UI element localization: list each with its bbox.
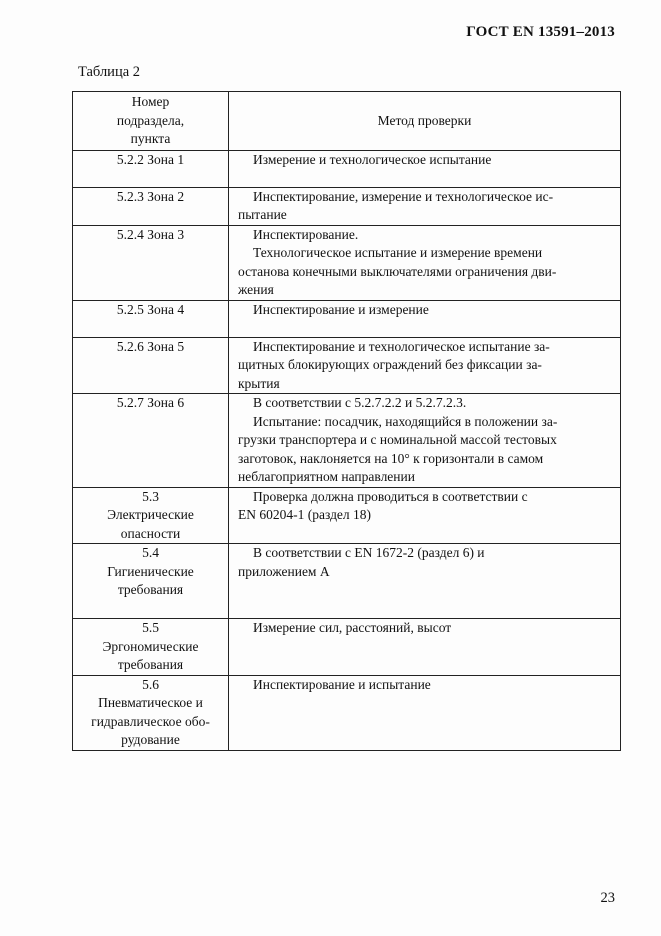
section-text: 5.2.6 Зона 5: [116, 338, 185, 354]
table-row: [73, 300, 621, 337]
method-cell: [229, 394, 621, 488]
section-text: 5.2.7 Зона 6: [116, 395, 185, 410]
verification-methods-table: [72, 91, 621, 751]
method-text: Инспектирование и технологическое испытание за-: [253, 338, 550, 354]
section-text: 5.6: [142, 676, 159, 692]
section-cell: [73, 619, 229, 676]
section-text: Пневматическое и: [98, 695, 203, 710]
section-cell: [73, 225, 229, 300]
method-text: приложением А: [238, 563, 330, 579]
table-row: [73, 675, 621, 750]
table-row: [73, 225, 621, 300]
table-row: [73, 337, 621, 394]
section-text: опасности: [120, 525, 181, 541]
method-text: Инспектирование.: [253, 226, 359, 242]
method-cell: [229, 487, 621, 544]
table-header-row: [73, 92, 621, 151]
method-text: щитных блокирующих ограждений без фиксации за-: [238, 357, 542, 372]
section-text: 5.5: [142, 620, 159, 635]
method-text: Измерение сил, расстояний, высот: [253, 620, 452, 635]
method-cell: [229, 150, 621, 187]
header-line: пункта: [130, 131, 171, 146]
section-cell: [73, 187, 229, 225]
method-text: Инспектирование и испытание: [253, 676, 431, 692]
section-text: Электрические: [107, 507, 194, 522]
method-text: пытание: [238, 207, 287, 222]
method-cell: [229, 544, 621, 619]
table-row: [73, 394, 621, 488]
method-text: Инспектирование, измерение и технологическое ис-: [253, 188, 554, 204]
section-text: требования: [117, 657, 184, 672]
method-text: В соответствии с 5.2.7.2.2 и 5.2.7.2.3.: [253, 395, 467, 410]
column-header-method: Метод проверки: [229, 92, 621, 151]
method-text: останова конечными выключателями ограничения дви-: [238, 263, 557, 279]
section-cell: [73, 337, 229, 394]
method-cell: [229, 337, 621, 394]
section-cell: [73, 394, 229, 488]
section-cell: [73, 150, 229, 187]
column-header-section: [73, 92, 229, 151]
section-cell: [73, 487, 229, 544]
section-cell: [73, 675, 229, 750]
method-cell: [229, 225, 621, 300]
table-row: [73, 187, 621, 225]
standard-code: ГОСТ EN 13591–2013: [466, 24, 615, 40]
method-text: Испытание: посадчик, находящийся в положении за-: [253, 413, 558, 429]
section-text: 5.2.3 Зона 2: [116, 188, 185, 204]
header-line: подраздела,: [116, 112, 185, 128]
method-text: жения: [238, 282, 274, 297]
method-text: Измерение и технологическое испытание: [253, 151, 492, 167]
section-text: 5.2.2 Зона 1: [116, 151, 185, 167]
section-text: 5.4: [142, 545, 159, 560]
method-cell: [229, 675, 621, 750]
method-cell: [229, 619, 621, 676]
method-text: Инспектирование и измерение: [253, 301, 429, 317]
method-text: В соответствии с EN 1672-2 (раздел 6) и: [253, 545, 485, 560]
section-cell: [73, 544, 229, 619]
method-text: неблагоприятном направлении: [238, 469, 415, 484]
table-row: [73, 150, 621, 187]
section-text: Гигиенические: [107, 563, 194, 579]
page-number: 23: [600, 890, 615, 906]
method-cell: [229, 300, 621, 337]
method-cell: [229, 187, 621, 225]
method-text: Проверка должна проводиться в соответствии с: [253, 488, 528, 504]
section-text: гидравлическое обо-: [91, 713, 210, 729]
section-text: 5.2.5 Зона 4: [116, 301, 185, 317]
section-text: Эргономические: [102, 638, 199, 654]
section-text: 5.2.4 Зона 3: [116, 226, 185, 242]
table-row: [73, 619, 621, 676]
method-text: EN 60204-1 (раздел 18): [238, 507, 372, 522]
section-text: рудование: [121, 732, 180, 747]
table-row: [73, 544, 621, 619]
header-line: Номер: [131, 94, 170, 109]
section-text: требования: [117, 582, 184, 597]
table-caption: Таблица 2: [78, 64, 141, 80]
method-text: заготовок, наклоняется на 10° к горизонтали в самом: [238, 450, 544, 466]
section-text: 5.3: [142, 488, 159, 504]
method-text: Технологическое испытание и измерение времени: [253, 245, 543, 260]
table-row: [73, 487, 621, 544]
section-cell: [73, 300, 229, 337]
method-text: крытия: [238, 375, 280, 391]
method-text: грузки транспортера и с номинальной массой тестовых: [238, 432, 557, 447]
